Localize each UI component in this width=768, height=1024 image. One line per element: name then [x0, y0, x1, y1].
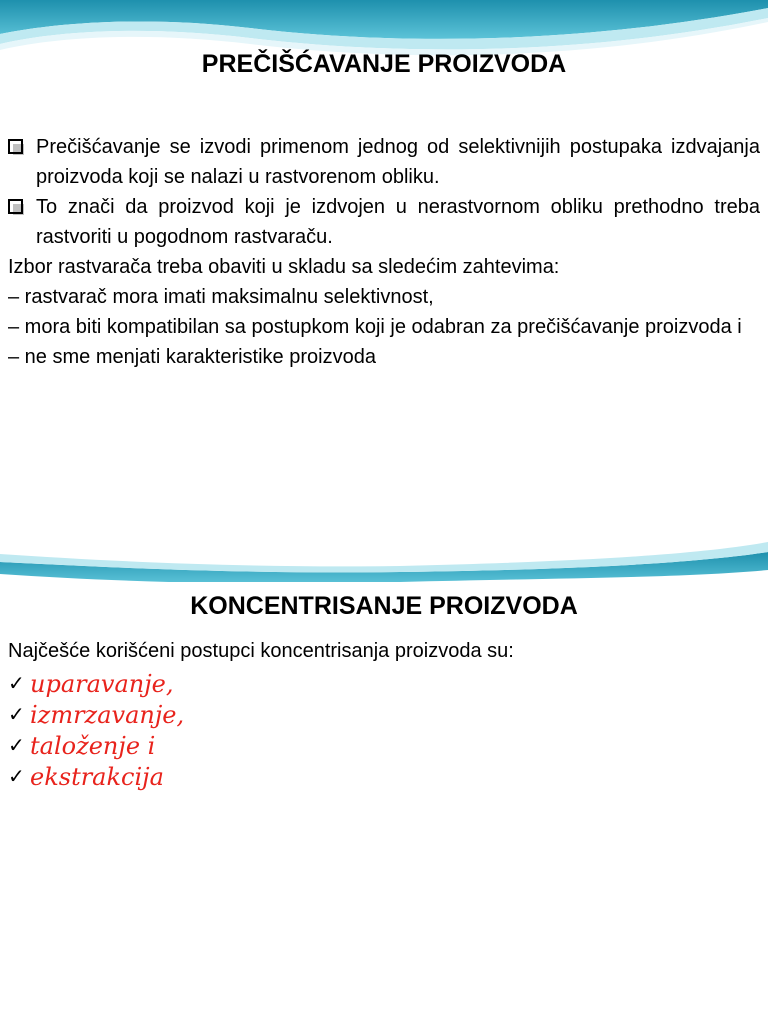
- wave-header-decoration: [0, 512, 768, 582]
- bullet-item: [8, 132, 760, 192]
- body-line: – mora biti kompatibilan sa postupkom koji je odabran za prečišćavanje proizvoda i: [8, 316, 742, 338]
- bullet-item: [8, 192, 760, 252]
- list-item: [8, 730, 760, 761]
- intro-line: Najčešće korišćeni postupci koncentrisanja proizvoda su:: [8, 640, 514, 662]
- checkmark-icon: ✓: [8, 765, 25, 788]
- bullet-text: To znači da proizvod koji je izdvojen u nerastvornom obliku prethodno treba rastvoriti u pogodnom rastvaraču.: [36, 196, 760, 248]
- slide-body: [8, 636, 760, 792]
- slide-title: KONCENTRISANJE PROIZVODA: [190, 592, 578, 620]
- list-item-text: ekstrakcija: [30, 762, 164, 791]
- body-line: – rastvarač mora imati maksimalnu selektivnost,: [8, 286, 434, 308]
- list-item-text: taloženje i: [30, 731, 156, 760]
- slide-body: [8, 132, 760, 372]
- bullet-text: Prečišćavanje se izvodi primenom jednog od selektivnijih postupaka izdvajanja proizvoda koji se nalazi u rastvorenom obliku.: [36, 136, 760, 188]
- list-item-text: izmrzavanje,: [30, 700, 185, 729]
- checkmark-icon: ✓: [8, 703, 25, 726]
- list-item: [8, 699, 760, 730]
- checkmark-icon: ✓: [8, 734, 25, 757]
- body-line: Izbor rastvarača treba obaviti u skladu sa sledećim zahtevima:: [8, 256, 560, 278]
- list-item: [8, 761, 760, 792]
- body-line: – ne sme menjati karakteristike proizvoda: [8, 346, 376, 368]
- checkbox-bullet-icon: [8, 139, 23, 154]
- list-item-text: uparavanje,: [30, 669, 174, 698]
- checkbox-bullet-icon: [8, 199, 23, 214]
- check-list: [8, 668, 760, 792]
- slide-koncentrisanje: [0, 512, 768, 1024]
- list-item: [8, 668, 760, 699]
- slide-title: PREČIŠĆAVANJE PROIZVODA: [201, 50, 567, 78]
- checkmark-icon: ✓: [8, 672, 25, 695]
